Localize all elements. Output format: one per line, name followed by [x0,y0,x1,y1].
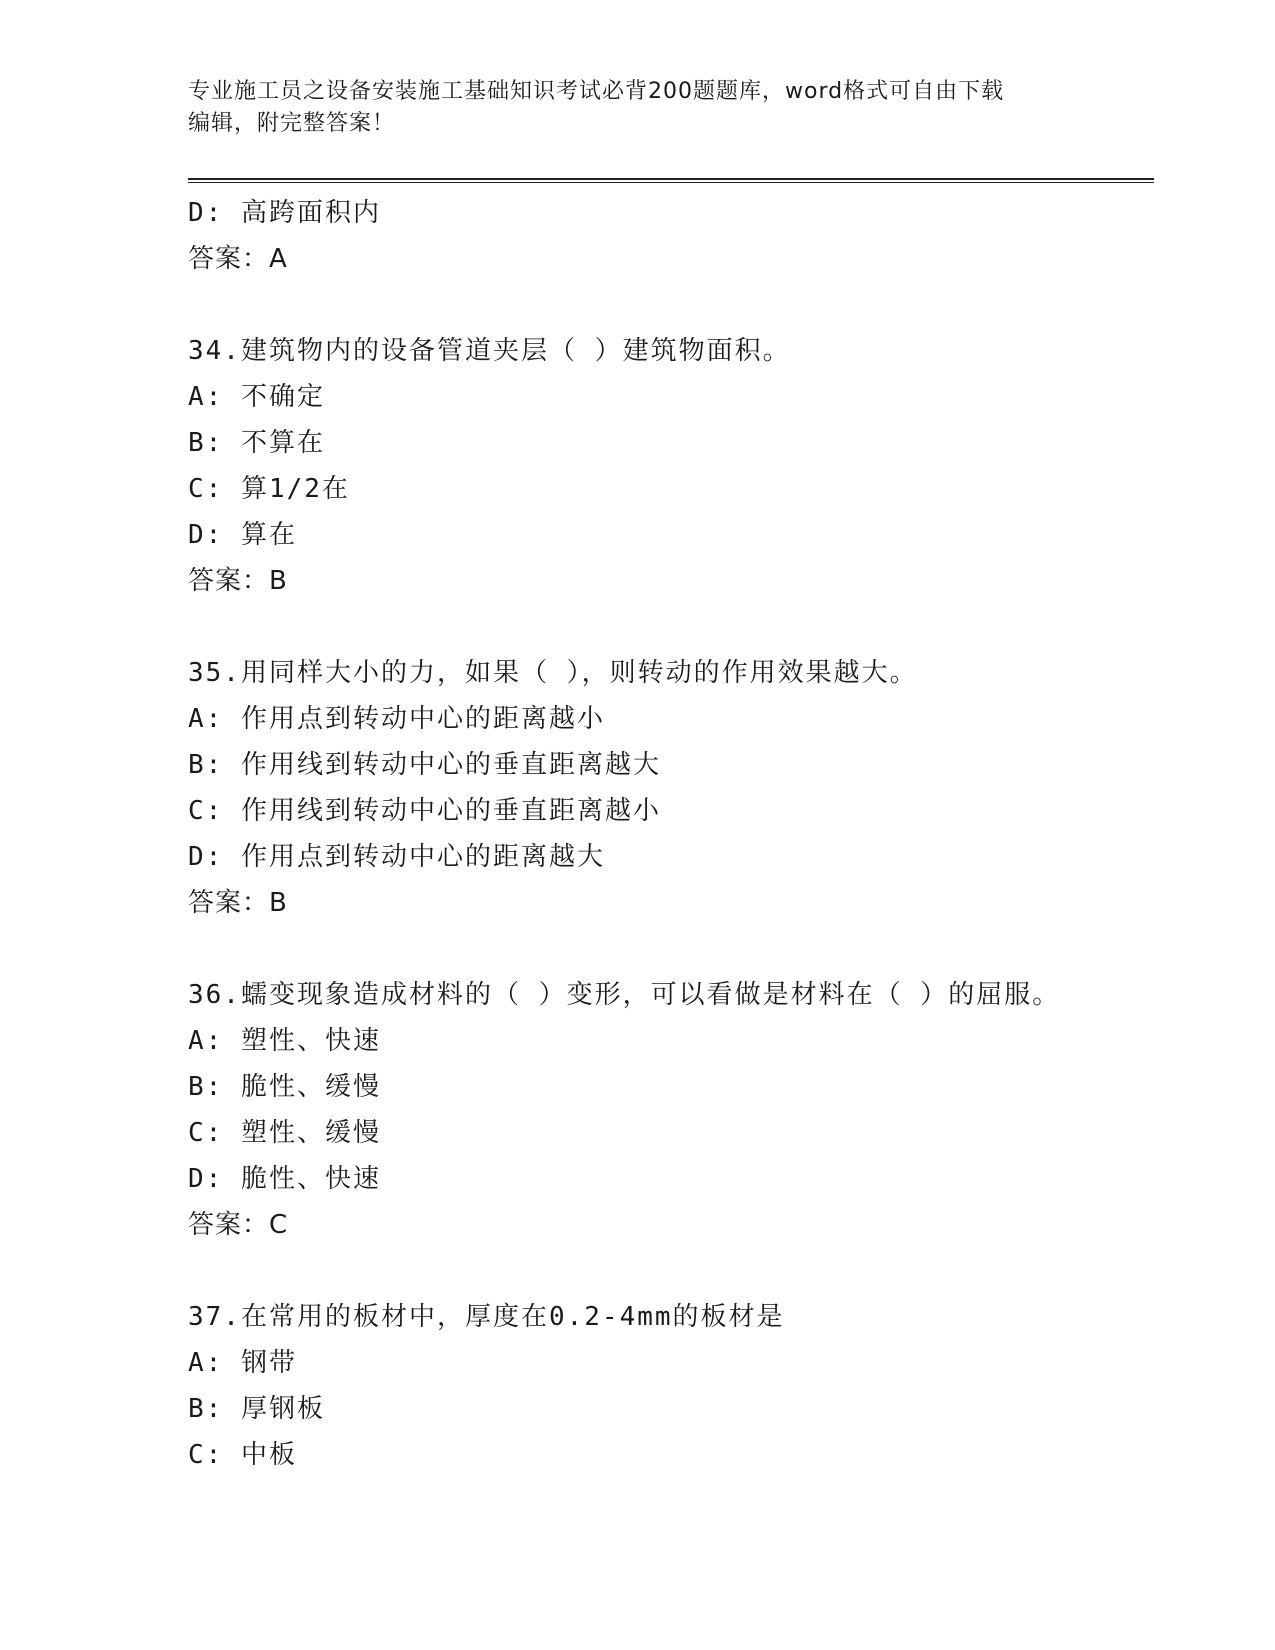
question-stem: 36.蠕变现象造成材料的（ ）变形，可以看做是材料在（ ）的屈服。 [188,980,1061,1010]
option-line: A: 钢带 [188,1348,297,1378]
answer-line: 答案：B [188,566,288,596]
option-line: D: 高跨面积内 [188,198,381,228]
header-line-2: 编辑，附完整答案！ [188,111,396,136]
option-line: B: 厚钢板 [188,1394,325,1424]
header-divider-thin [188,182,1154,183]
option-line: C: 作用线到转动中心的垂直距离越小 [188,796,661,826]
option-line: D: 脆性、快速 [188,1164,381,1194]
option-line: A: 塑性、快速 [188,1026,381,1056]
header-line-1: 专业施工员之设备安装施工基础知识考试必背200题题库，word格式可自由下载 [188,79,1005,104]
question-stem: 34.建筑物内的设备管道夹层（ ）建筑物面积。 [188,336,791,366]
answer-line: 答案：C [188,1210,289,1240]
question-stem: 37.在常用的板材中，厚度在0.2-4mm的板材是 [188,1302,785,1332]
spacer [188,282,1154,328]
question-block-34 [188,328,1154,604]
option-line: A: 不确定 [188,382,325,412]
question-list [188,190,1154,1478]
option-line: B: 不算在 [188,428,325,458]
option-line: C: 塑性、缓慢 [188,1118,381,1148]
spacer [188,1248,1154,1294]
answer-line: 答案：B [188,888,288,918]
question-block-37 [188,1294,1154,1478]
question-stem: 35.用同样大小的力，如果（ ），则转动的作用效果越大。 [188,658,918,688]
document-header [188,76,1088,140]
option-line: C: 算1/2在 [188,474,350,504]
option-line: D: 算在 [188,520,297,550]
question-block-35 [188,650,1154,926]
question-block-36 [188,972,1154,1248]
option-line: B: 作用线到转动中心的垂直距离越大 [188,750,661,780]
option-line: A: 作用点到转动中心的距离越小 [188,704,605,734]
answer-line: 答案：A [188,244,288,274]
option-line: C: 中板 [188,1440,297,1470]
header-divider-thick [188,178,1154,180]
spacer [188,604,1154,650]
spacer [188,926,1154,972]
option-line: B: 脆性、缓慢 [188,1072,381,1102]
option-line: D: 作用点到转动中心的距离越大 [188,842,605,872]
